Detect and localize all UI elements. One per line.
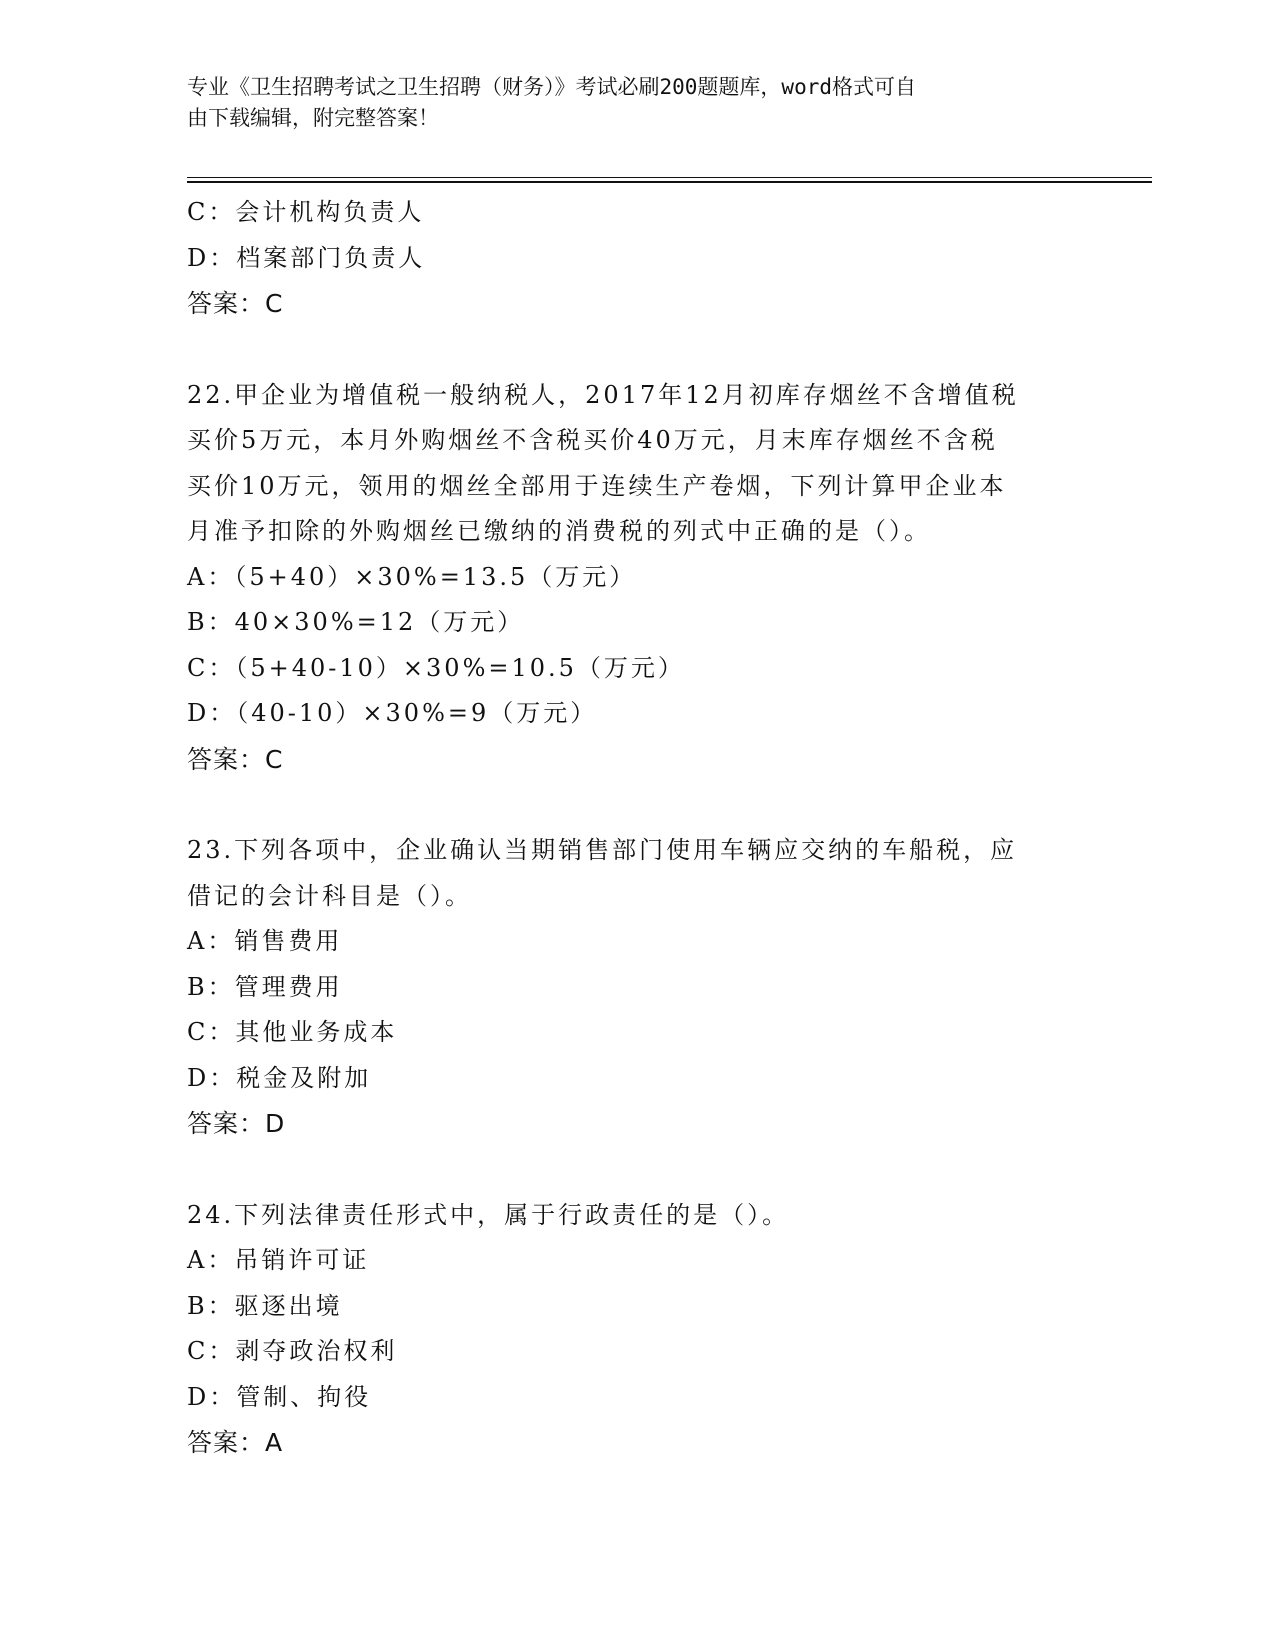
option-b: B：管理费用	[187, 972, 343, 1001]
option-c: C：会计机构负责人	[187, 198, 425, 226]
question-stem-line: 22.甲企业为增值税一般纳税人，2017年12月初库存烟丝不含增值税	[187, 380, 1019, 409]
option-c: C：（5+40-10）×30%=10.5（万元）	[187, 653, 685, 682]
option-b: B：驱逐出境	[187, 1291, 343, 1320]
question-stem-line: 买价5万元，本月外购烟丝不含税买价40万元，月末库存烟丝不含税	[187, 426, 998, 454]
document-header	[187, 72, 1077, 134]
question-22	[187, 373, 1087, 783]
question-23	[187, 828, 1087, 1147]
question-spacer	[187, 782, 1087, 828]
option-b: B：40×30%=12（万元）	[187, 608, 525, 636]
question-spacer	[187, 327, 1087, 373]
option-d: D：税金及附加	[187, 1063, 372, 1092]
question-list	[187, 190, 1087, 1466]
question-stem-line: 23.下列各项中，企业确认当期销售部门使用车辆应交纳的车船税，应	[187, 836, 1018, 864]
question-24	[187, 1193, 1087, 1466]
question-21-tail	[187, 190, 1087, 327]
option-a: A：吊销许可证	[187, 1246, 370, 1274]
question-spacer	[187, 1147, 1087, 1193]
option-a: A：销售费用	[187, 927, 343, 955]
option-a: A：（5+40）×30%=13.5（万元）	[187, 562, 637, 591]
question-stem-line: 24.下列法律责任形式中，属于行政责任的是（）。	[187, 1200, 790, 1229]
header-divider-thin	[187, 177, 1152, 178]
answer-line: 答案：C	[187, 744, 284, 774]
question-stem-line: 买价10万元，领用的烟丝全部用于连续生产卷烟，下列计算甲企业本	[187, 471, 1007, 500]
header-line-2: 由下载编辑，附完整答案！	[187, 106, 439, 130]
answer-line: 答案：C	[187, 289, 284, 318]
header-divider-thick	[187, 181, 1152, 183]
answer-line: 答案：A	[187, 1428, 284, 1457]
option-d: D：管制、拘役	[187, 1382, 372, 1411]
option-d: D：（40-10）×30%=9（万元）	[187, 699, 598, 727]
answer-line: 答案：D	[187, 1109, 286, 1138]
option-c: C：剥夺政治权利	[187, 1337, 398, 1365]
question-stem-line: 月准予扣除的外购烟丝已缴纳的消费税的列式中正确的是（）。	[187, 517, 931, 545]
option-d: D：档案部门负责人	[187, 243, 426, 272]
option-c: C：其他业务成本	[187, 1018, 398, 1046]
question-stem-line: 借记的会计科目是（）。	[187, 881, 472, 910]
header-line-1: 专业《卫生招聘考试之卫生招聘（财务）》考试必刷200题题库，word格式可自	[187, 75, 916, 99]
